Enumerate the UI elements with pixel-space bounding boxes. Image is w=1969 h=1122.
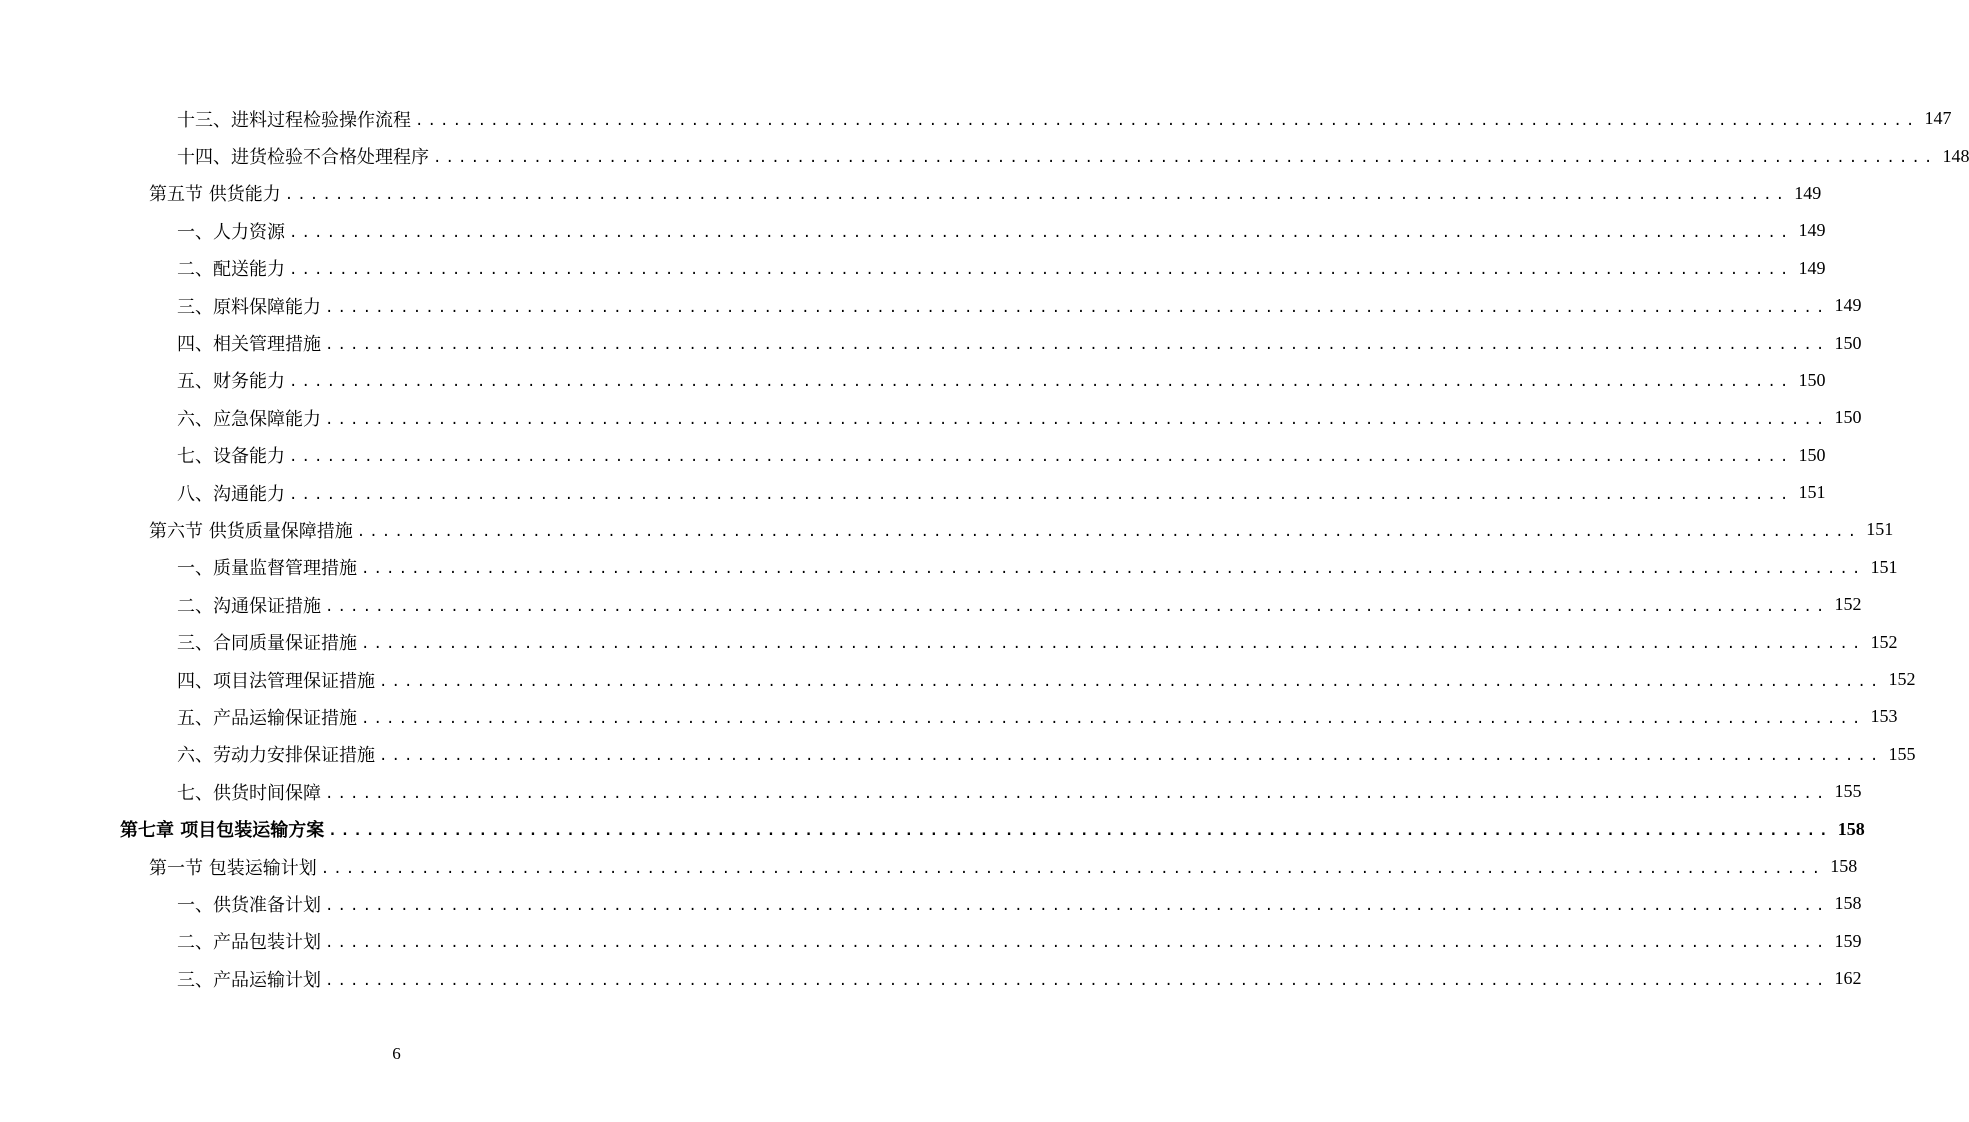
toc-dot-leader: ........................................................................................................................ xyxy=(284,187,1789,204)
toc-entry-page: 155 xyxy=(1888,743,1916,764)
toc-subsection-entry[interactable] xyxy=(0,623,1898,660)
toc-dot-leader: ........................................................................................................................ xyxy=(415,112,1919,129)
toc-subsection-entry[interactable] xyxy=(0,100,1952,137)
toc-entry-page: 162 xyxy=(1834,968,1862,989)
toc-entry-title: 七、供货时间保障 xyxy=(177,782,321,804)
toc-entry-title: 六、劳动力安排保证措施 xyxy=(177,745,375,767)
toc-dot-leader: ........................................................................................................................ xyxy=(433,150,1937,167)
toc-entry-title: 三、合同质量保证措施 xyxy=(177,633,357,655)
toc-dot-leader: ........................................................................................................................ xyxy=(361,636,1865,653)
toc-subsection-entry[interactable] xyxy=(0,474,1826,511)
toc-subsection-entry[interactable] xyxy=(0,661,1916,698)
toc-section-entry[interactable] xyxy=(0,511,1894,548)
toc-entry-title: 七、设备能力 xyxy=(177,446,285,468)
toc-entry-title: 四、项目法管理保证措施 xyxy=(177,670,375,692)
toc-subsection-entry[interactable] xyxy=(0,437,1826,474)
toc-entry-page: 158 xyxy=(1837,818,1865,839)
toc-entry-page: 149 xyxy=(1794,182,1822,203)
toc-subsection-entry[interactable] xyxy=(0,549,1898,586)
toc-entry-title: 二、配送能力 xyxy=(177,259,285,281)
toc-dot-leader: ........................................................................................................................ xyxy=(289,374,1793,391)
toc-entry-title: 一、供货准备计划 xyxy=(177,894,321,916)
toc-entry-title: 十四、进货检验不合格处理程序 xyxy=(177,147,429,169)
toc-entry-page: 149 xyxy=(1798,257,1826,278)
toc-dot-leader: ........................................................................................................................ xyxy=(325,785,1829,802)
toc-dot-leader: ........................................................................................................................ xyxy=(325,299,1829,316)
toc-entry-page: 147 xyxy=(1924,108,1952,129)
toc-subsection-entry[interactable] xyxy=(0,773,1862,810)
toc-entry-page: 158 xyxy=(1830,856,1858,876)
toc-entry-title: 第六节 供货质量保障措施 xyxy=(149,520,353,542)
toc-entry-page: 155 xyxy=(1834,781,1862,802)
toc-entry-page: 151 xyxy=(1798,482,1826,503)
toc-section-entry[interactable] xyxy=(0,175,1822,212)
toc-entry-page: 149 xyxy=(1834,295,1862,316)
toc-entry-page: 152 xyxy=(1888,669,1916,690)
page-number: 6 xyxy=(392,1044,401,1063)
toc-entry-page: 152 xyxy=(1870,631,1898,652)
toc-dot-leader: ........................................................................................................................ xyxy=(356,523,1861,540)
toc-entry-page: 151 xyxy=(1866,519,1894,540)
toc-subsection-entry[interactable] xyxy=(0,137,1969,174)
toc-dot-leader: ........................................................................................................................ xyxy=(325,598,1829,615)
toc-entry-title: 一、人力资源 xyxy=(177,221,285,243)
toc-entry-page: 150 xyxy=(1798,369,1826,390)
toc-subsection-entry[interactable] xyxy=(0,324,1862,361)
toc-entry-title: 第五节 供货能力 xyxy=(149,184,281,206)
toc-entry-title: 八、沟通能力 xyxy=(177,483,285,505)
toc-chapter-entry[interactable] xyxy=(0,810,1865,847)
toc-entry-title: 二、产品包装计划 xyxy=(177,932,321,954)
toc-entry-title: 四、相关管理措施 xyxy=(177,334,321,356)
toc-entry-page: 159 xyxy=(1834,930,1862,951)
toc-subsection-entry[interactable] xyxy=(0,923,1862,960)
toc-entry-title: 三、产品运输计划 xyxy=(177,969,321,991)
toc-subsection-entry[interactable] xyxy=(0,362,1826,399)
toc-dot-leader: ........................................................................................................................ xyxy=(379,748,1883,765)
table-of-contents xyxy=(0,100,1969,997)
toc-entry-title: 十三、进料过程检验操作流程 xyxy=(177,109,411,131)
toc-subsection-entry[interactable] xyxy=(0,736,1916,773)
toc-subsection-entry[interactable] xyxy=(0,960,1862,997)
toc-entry-title: 二、沟通保证措施 xyxy=(177,595,321,617)
toc-section-entry[interactable] xyxy=(0,848,1858,885)
toc-dot-leader: ........................................................................................................................ xyxy=(289,449,1793,466)
toc-dot-leader: ........................................................................................................................ xyxy=(379,673,1883,690)
toc-entry-title: 一、质量监督管理措施 xyxy=(177,558,357,580)
toc-entry-title: 三、原料保障能力 xyxy=(177,296,321,318)
toc-dot-leader: ........................................................................................................................ xyxy=(289,262,1793,279)
toc-subsection-entry[interactable] xyxy=(0,885,1862,922)
toc-entry-title: 第一节 包装运输计划 xyxy=(149,857,317,879)
toc-entry-page: 152 xyxy=(1834,594,1862,615)
toc-dot-leader: ........................................................................................................................ xyxy=(361,710,1865,727)
toc-entry-title: 第七章 项目包装运输方案 xyxy=(120,820,325,842)
toc-subsection-entry[interactable] xyxy=(0,586,1862,623)
toc-dot-leader: ........................................................................................................................ xyxy=(289,486,1793,503)
toc-dot-leader: ........................................................................................................................ xyxy=(325,935,1829,952)
toc-entry-page: 149 xyxy=(1798,220,1826,241)
toc-subsection-entry[interactable] xyxy=(0,698,1898,735)
toc-subsection-entry[interactable] xyxy=(0,212,1826,249)
toc-dot-leader: ........................................................................................................................ xyxy=(325,972,1829,989)
toc-dot-leader: ........................................................................................................................ xyxy=(325,411,1829,428)
toc-subsection-entry[interactable] xyxy=(0,399,1862,436)
toc-entry-title: 五、财务能力 xyxy=(177,371,285,393)
toc-dot-leader: ........................................................................................................................ xyxy=(361,561,1865,578)
toc-entry-page: 150 xyxy=(1798,444,1826,465)
toc-entry-page: 150 xyxy=(1834,332,1862,353)
toc-dot-leader: ........................................................................................................................ xyxy=(325,897,1829,914)
toc-dot-leader: ........................................................................................................................ xyxy=(325,337,1829,354)
toc-subsection-entry[interactable] xyxy=(0,250,1826,287)
toc-subsection-entry[interactable] xyxy=(0,287,1862,324)
toc-entry-title: 五、产品运输保证措施 xyxy=(177,707,357,729)
toc-entry-title: 六、应急保障能力 xyxy=(177,408,321,430)
toc-entry-page: 148 xyxy=(1942,145,1969,166)
toc-entry-page: 158 xyxy=(1834,893,1862,914)
toc-dot-leader: ........................................................................................................................ xyxy=(289,224,1793,241)
toc-entry-page: 150 xyxy=(1834,407,1862,428)
toc-entry-page: 151 xyxy=(1870,556,1898,577)
toc-dot-leader: ........................................................................................................................ xyxy=(320,860,1825,877)
toc-entry-page: 153 xyxy=(1870,706,1898,727)
toc-dot-leader: ........................................................................................................................ xyxy=(328,823,1832,840)
